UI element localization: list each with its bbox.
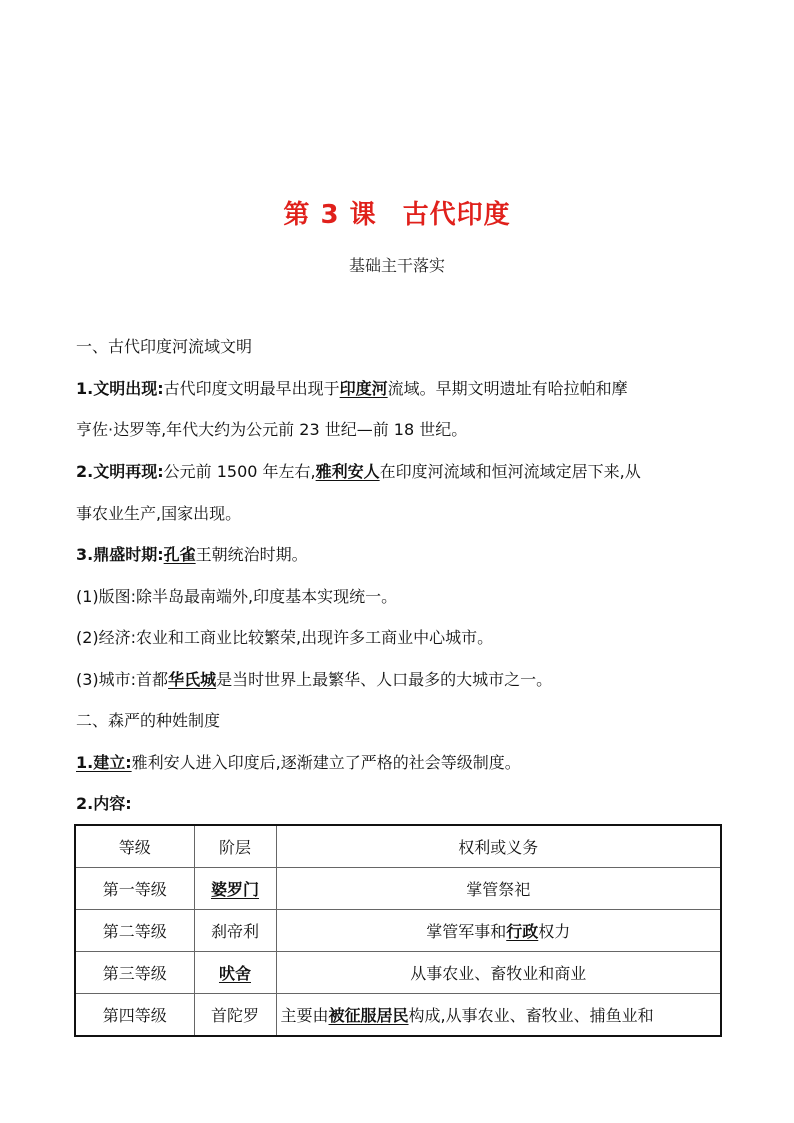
keyword-pataliputra: 华氏城 <box>168 670 217 689</box>
text: 从事农业、畜牧业和商业 <box>410 964 587 983</box>
keyword-administration: 行政 <box>506 922 539 941</box>
section1-heading: 一、古代印度河流域文明 <box>76 337 253 356</box>
header-duty: 权利或义务 <box>276 825 721 868</box>
civilization-revival-line1 <box>76 461 726 483</box>
duty-cell <box>276 868 721 910</box>
peak-period <box>76 544 726 566</box>
header-caste: 阶层 <box>194 825 276 868</box>
table-row <box>75 952 721 994</box>
caste-cell: 吠舍 <box>194 952 276 994</box>
civilization-emergence-line1 <box>76 378 726 400</box>
level-cell: 第三等级 <box>75 952 194 994</box>
economy-line: (2)经济:农业和工商业比较繁荣,出现许多工商业中心城市。 <box>76 628 494 647</box>
caste-content-label <box>76 793 726 815</box>
caste-table <box>74 824 722 1037</box>
keyword-aryans: 雅利安人 <box>315 462 380 481</box>
label: 1.建立: <box>76 753 132 772</box>
civilization-emergence-line2: 亨佐·达罗等,年代大约为公元前 23 世纪—前 18 世纪。 <box>76 420 468 439</box>
keyword-indus: 印度河 <box>339 379 388 398</box>
text: 王朝统治时期。 <box>195 545 308 564</box>
section-subtitle: 基础主干落实 <box>348 256 445 275</box>
lesson-title <box>0 194 794 231</box>
table-row <box>75 994 721 1037</box>
caste-cell: 婆罗门 <box>194 868 276 910</box>
text: 掌管军事和 <box>426 922 507 941</box>
text: 在印度河流域和恒河流域定居下来,从 <box>379 462 641 481</box>
label: 2.内容: <box>76 794 132 813</box>
level-cell: 第一等级 <box>75 868 194 910</box>
caste-cell: 刹帝利 <box>194 910 276 952</box>
text: 雅利安人进入印度后,逐渐建立了严格的社会等级制度。 <box>131 753 521 772</box>
text: 掌管祭祀 <box>466 880 531 899</box>
lesson-name: 古代印度 <box>402 200 511 230</box>
keyword-maurya: 孔雀 <box>163 545 196 564</box>
text: 是当时世界上最繁华、人口最多的大城市之一。 <box>216 670 553 689</box>
text: 权力 <box>538 922 571 941</box>
level-cell: 第二等级 <box>75 910 194 952</box>
keyword-conquered-residents: 被征服居民 <box>328 1006 409 1025</box>
text: 古代印度文明最早出现于 <box>163 379 340 398</box>
lesson-number: 第 3 课 <box>283 200 377 230</box>
label: 2.文明再现: <box>76 462 164 481</box>
duty-cell <box>276 952 721 994</box>
caste-establishment <box>76 752 726 774</box>
text: 构成,从事农业、畜牧业、捕鱼业和 <box>408 1006 654 1025</box>
city-line <box>76 669 726 691</box>
section2-heading: 二、森严的种姓制度 <box>76 711 221 730</box>
text: 主要由 <box>280 1006 329 1025</box>
text: 公元前 1500 年左右, <box>163 462 316 481</box>
level-cell: 第四等级 <box>75 994 194 1037</box>
duty-cell <box>276 910 721 952</box>
table-row <box>75 868 721 910</box>
text: (3)城市:首都 <box>76 670 169 689</box>
territory-line: (1)版图:除半岛最南端外,印度基本实现统一。 <box>76 587 398 606</box>
civilization-revival-line2: 事农业生产,国家出现。 <box>76 504 242 523</box>
text: 流域。早期文明遗址有哈拉帕和摩 <box>387 379 628 398</box>
table-header-row <box>75 825 721 868</box>
caste-cell: 首陀罗 <box>194 994 276 1037</box>
label: 3.鼎盛时期: <box>76 545 164 564</box>
duty-cell <box>276 994 721 1037</box>
header-level: 等级 <box>75 825 194 868</box>
label: 1.文明出现: <box>76 379 164 398</box>
table-row <box>75 910 721 952</box>
